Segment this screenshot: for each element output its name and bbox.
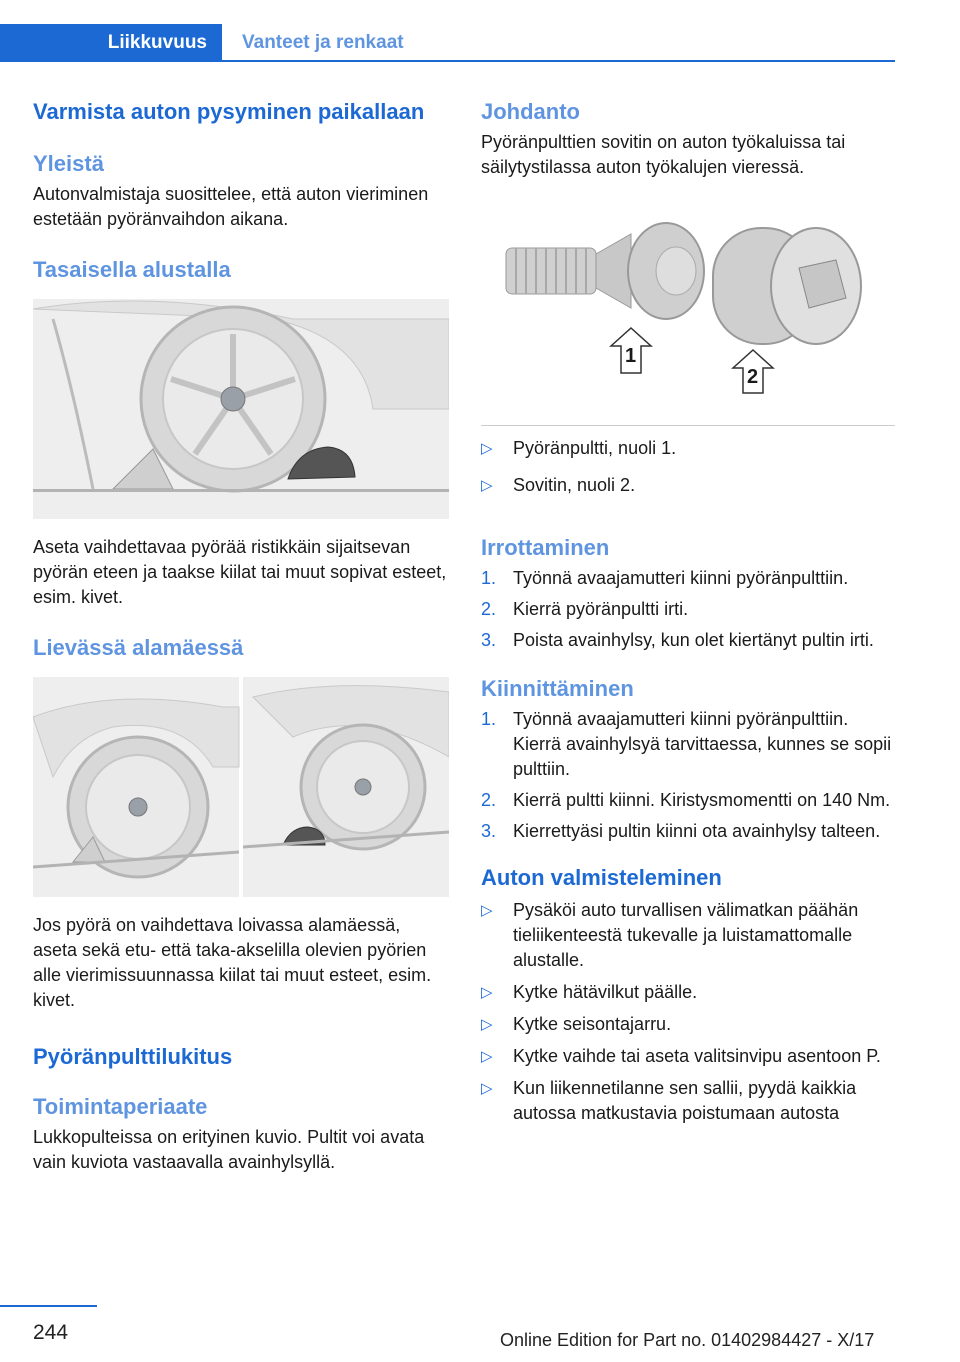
bolt-adapter-image: [481, 218, 895, 403]
list-item: ▷ Kun liikennetilanne sen sallii, pyydä kaikkia autossa matkustavia poistumaan autosta: [481, 1078, 857, 1123]
section-tab-vanteet: Vanteet ja renkaat: [242, 32, 404, 53]
left-column: [33, 98, 449, 1175]
list-item: 3. Poista avainhylsy, kun olet kiertänyt pultin irti.: [481, 630, 874, 650]
wheel-chock-flat-image: [33, 299, 449, 519]
list-item: 2. Kierrä pyöränpultti irti.: [481, 599, 689, 619]
figure-label-2: 2: [747, 366, 759, 388]
triangle-bullet-icon: ▷: [481, 440, 493, 457]
flat-ground-illustration: [33, 299, 449, 519]
page-header: [0, 24, 895, 62]
list-item: ▷ Kytke vaihde tai aseta valitsinvipu asentoon P.: [481, 1044, 895, 1069]
edition-note: Online Edition for Part no. 01402984427 - X/17: [500, 1330, 875, 1350]
section-tab-liikkuvuus: Liikkuvuus: [0, 24, 222, 62]
right-column: [481, 98, 895, 1126]
wheel-bolt-adapter-figure: [481, 218, 895, 403]
paragraph-principle: Lukkopulteissa on erityinen kuvio. Pultit voi avata vain kuviota vastaavalla avainhylsyllä.: [33, 1127, 425, 1172]
header-divider: [0, 60, 895, 62]
intro-legend-list: [481, 436, 895, 498]
paragraph-flat-ground: Aseta vaihdettavaa pyörää ristikkäin sijaitsevan pyörän eteen ja taakse kiilat tai muut sopivat esteet, esim. kivet.: [33, 537, 447, 607]
wheel-chock-slope-image: [33, 677, 449, 897]
paragraph-general: Autonvalmistaja suosittelee, että auton vieriminen estetään pyöränvaihdon aikana.: [33, 184, 429, 229]
heading-prepare-vehicle: Auton valmisteleminen: [481, 865, 722, 890]
heading-intro: Johdanto: [481, 99, 580, 124]
triangle-bullet-icon: ▷: [481, 1016, 493, 1033]
heading-slope: Lievässä alamäessä: [33, 635, 244, 660]
heading-wheel-lock: Pyöränpulttilukitus: [33, 1044, 233, 1069]
slope-illustration: [33, 677, 449, 897]
triangle-bullet-icon: ▷: [481, 1080, 493, 1097]
triangle-bullet-icon: ▷: [481, 1048, 493, 1065]
figure-divider: [481, 425, 895, 426]
figure-label-1: 1: [625, 345, 637, 367]
list-item: ▷ Kytke hätävilkut päälle.: [481, 980, 895, 1005]
paragraph-slope: Jos pyörä on vaihdettava loivassa alamäessä, aseta sekä etu- että taka-akselilla olevien pyörien alle vierimissuunnassa kiilat tai muut esteet, esim. kivet.: [33, 915, 432, 1010]
prepare-list: [481, 898, 895, 1126]
heading-secure-vehicle: Varmista auton pysyminen paikallaan: [33, 99, 425, 124]
heading-general: Yleistä: [33, 151, 104, 176]
attach-steps-list: [481, 707, 895, 844]
list-item: ▷ Pysäköi auto turvallisen välimatkan päähän tieliikenteestä tukevalle ja luistamattomalle alustalle.: [481, 900, 859, 970]
heading-flat-ground: Tasaisella alustalla: [33, 257, 231, 282]
list-item: 1. Työnnä avaajamutteri kiinni pyöränpulttiin. Kierrä avainhylsyä tarvittaessa, kunnes se sopii pulttiin.: [481, 709, 892, 779]
list-item: 2. Kierrä pultti kiinni. Kiristysmomentti on 140 Nm.: [481, 790, 891, 810]
heading-attach: Kiinnittäminen: [481, 676, 634, 701]
heading-remove: Irrottaminen: [481, 535, 610, 560]
list-item: ▷ Sovitin, nuoli 2.: [481, 473, 895, 498]
footer-divider: [0, 1305, 97, 1307]
list-item: ▷ Pyöränpultti, nuoli 1.: [481, 436, 895, 461]
list-item: 1. Työnnä avaajamutteri kiinni pyöränpulttiin.: [481, 568, 849, 588]
list-item: ▷ Kytke seisontajarru.: [481, 1012, 895, 1037]
triangle-bullet-icon: ▷: [481, 984, 493, 1001]
list-item: 3. Kierrettyäsi pultin kiinni ota avainhylsy talteen.: [481, 821, 881, 841]
paragraph-intro: Pyöränpulttien sovitin on auton työkaluissa tai säilytystilassa auton työkalujen vieressä.: [481, 132, 846, 177]
triangle-bullet-icon: ▷: [481, 902, 493, 919]
remove-steps-list: [481, 566, 895, 653]
heading-principle: Toimintaperiaate: [33, 1094, 208, 1119]
triangle-bullet-icon: ▷: [481, 477, 493, 494]
page-number: 244: [33, 1321, 69, 1344]
